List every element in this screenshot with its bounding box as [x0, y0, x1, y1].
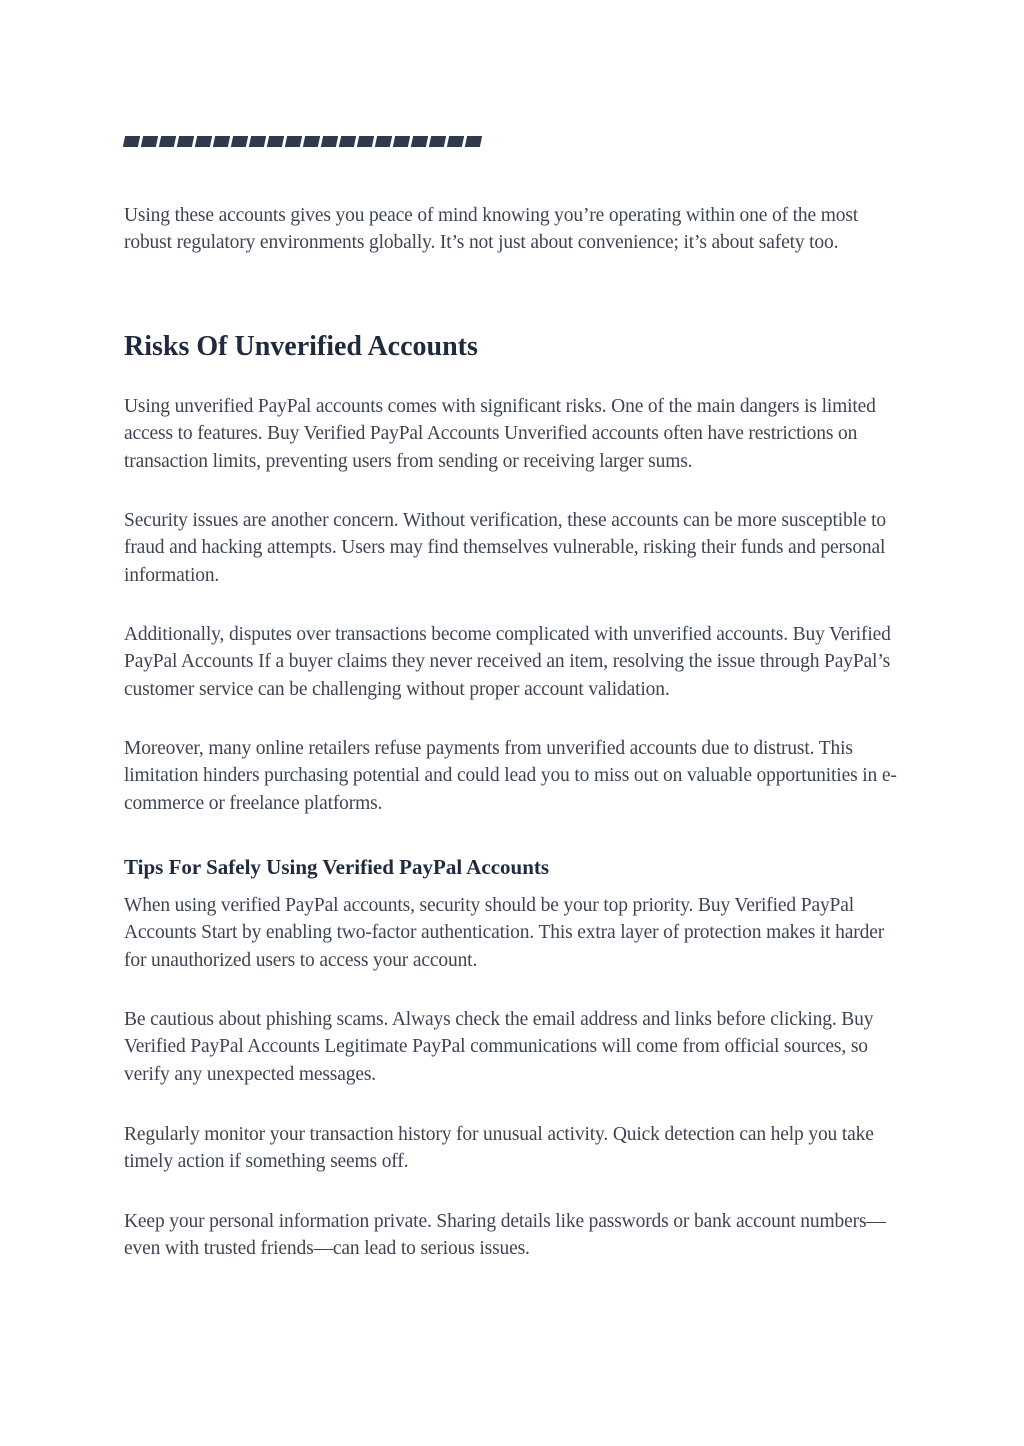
tips-paragraph: When using verified PayPal accounts, security should be your top priority. Buy Verified PayPal Accounts Start by enabling two-factor authentication. This extra layer of protection makes it harder for unauthorized users to access your account.: [124, 895, 885, 971]
risks-paragraph: Security issues are another concern. Without verification, these accounts can be more susceptible to fraud and hacking attempts. Users may find themselves vulnerable, risking their funds and personal information.: [124, 510, 886, 586]
redacted-glyph-block: [123, 136, 140, 147]
redacted-glyph-block: [303, 136, 320, 147]
redacted-glyph-block: [159, 136, 176, 147]
risks-paragraph: Moreover, many online retailers refuse payments from unverified accounts due to distrust. This limitation hinders purchasing potential and could lead you to miss out on valuable opportunities in e-commerce or freelance platforms.: [124, 738, 897, 814]
redacted-glyph-block: [465, 136, 482, 147]
section-heading-tips: Tips For Safely Using Verified PayPal Accounts: [124, 855, 550, 879]
redacted-glyph-block: [285, 136, 302, 147]
redacted-glyph-block: [213, 136, 230, 147]
redacted-glyph-block: [375, 136, 392, 147]
tips-paragraph: Regularly monitor your transaction history for unusual activity. Quick detection can help you take timely action if something seems off.: [124, 1124, 874, 1173]
redacted-glyph-block: [429, 136, 446, 147]
redacted-glyph-block: [411, 136, 428, 147]
redacted-glyph-block: [141, 136, 158, 147]
tips-paragraph: Be cautious about phishing scams. Always check the email address and links before clicking. Buy Verified PayPal Accounts Legitimate PayPal communications will come from official sources, so verify any unexpected messages.: [124, 1009, 874, 1085]
risks-paragraph: Using unverified PayPal accounts comes with significant risks. One of the main dangers is limited access to features. Buy Verified PayPal Accounts Unverified accounts often have restrictions on transaction limits, preventing users from sending or receiving larger sums.: [124, 396, 876, 472]
redacted-glyph-block: [321, 136, 338, 147]
redacted-glyph-block: [177, 136, 194, 147]
tips-paragraph: Keep your personal information private. Sharing details like passwords or bank account numbers—even with trusted friends—can lead to serious issues.: [124, 1211, 886, 1260]
redacted-glyph-block: [231, 136, 248, 147]
redacted-glyph-block: [267, 136, 284, 147]
redacted-glyph-block: [195, 136, 212, 147]
redacted-glyph-block: [393, 136, 410, 147]
risks-paragraph: Additionally, disputes over transactions become complicated with unverified accounts. Buy Verified PayPal Accounts If a buyer claims they never received an item, resolving the issue through PayPal’s customer service can be challenging without proper account validation.: [124, 624, 891, 700]
redacted-heading: [124, 136, 481, 147]
redacted-glyph-block: [249, 136, 266, 147]
intro-paragraph: Using these accounts gives you peace of mind knowing you’re operating within one of the most robust regulatory environments globally. It’s not just about convenience; it’s about safety too.: [124, 205, 859, 254]
redacted-glyph-block: [447, 136, 464, 147]
section-heading-risks: Risks Of Unverified Accounts: [124, 331, 478, 362]
redacted-glyph-block: [339, 136, 356, 147]
redacted-glyph-block: [357, 136, 374, 147]
